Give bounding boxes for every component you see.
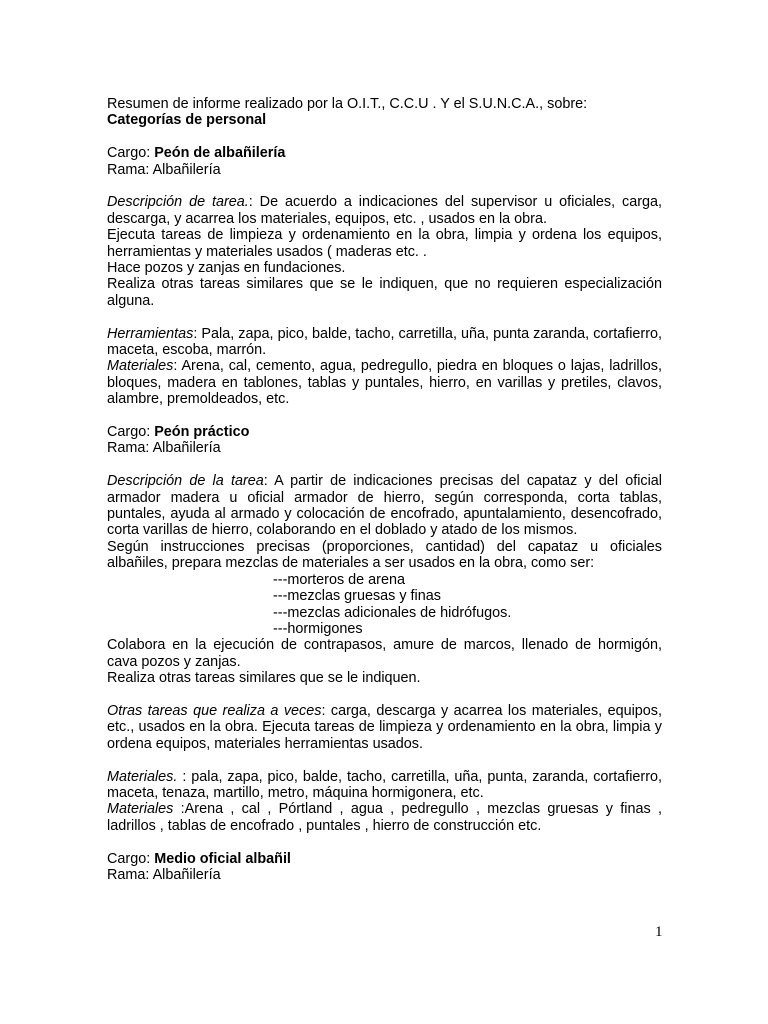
paragraph: Colabora en la ejecución de contrapasos, amure de marcos, llenado de hormigón, cava pozos y zanjas. — [107, 637, 662, 670]
rama-line: Rama: Albañilería — [107, 866, 221, 883]
document-body — [107, 96, 662, 883]
tools-paragraph: Herramientas: Pala, zapa, pico, balde, tacho, carretilla, uña, punta zaranda, cortafierro, maceta, escoba, marrón. — [107, 325, 662, 359]
description-paragraph: Descripción de tarea.: De acuerdo a indicaciones del supervisor u oficiales, carga, descarga, y acarrea los materiales, equipos, etc. , usados en la obra. — [107, 194, 663, 227]
list-item: ---mezclas adicionales de hidrófugos. — [273, 604, 512, 621]
list-item: ---hormigones — [273, 620, 363, 637]
cargo-value: Peón de albañilería — [154, 145, 286, 162]
list-item: ---mezclas gruesas y finas — [273, 588, 441, 605]
description-paragraph: Descripción de la tarea: A partir de indicaciones precisas del capataz y del oficial armador madera u oficial armador de hierro, según corresponda, corta tablas, puntales, ayuda al armado y colocación de encofrado, apuntalamiento, desencofrado, corta varillas de hierro, colaborando en el doblado y atado de los mismos. — [107, 473, 662, 539]
paragraph: Según instrucciones precisas (proporciones, cantidad) del capataz u oficiales albañiles, prepara mezclas de materiales a ser usados en la obra, como ser: — [107, 538, 662, 572]
rama-line: Rama: Albañilería — [107, 440, 221, 457]
other-tasks-paragraph: Otras tareas que realiza a veces: carga, descarga y acarrea los materiales, equipos, etc., usados en la obra. Ejecuta tareas de limpieza y ordenamiento en la obra, limpia y ordena equipos, materiales herramientas usados. — [107, 702, 662, 752]
cargo-heading: Cargo: Peón de albañilería — [107, 145, 286, 162]
materials-paragraph: Materiales :Arena , cal , Pórtland , agua , pedregullo , mezclas gruesas y finas , ladrillos , tablas de encofrado , puntales , hierro de construcción etc. — [107, 801, 662, 834]
cargo-heading: Cargo: Peón práctico — [107, 424, 250, 441]
cargo-value: Medio oficial albañil — [154, 850, 291, 867]
section-title: Categorías de personal — [107, 112, 267, 129]
paragraph: Hace pozos y zanjas en fundaciones. — [107, 260, 346, 277]
materials-paragraph: Materiales: Arena, cal, cemento, agua, pedregullo, piedra en bloques o lajas, ladrillos, bloques, madera en tablones, tablas y puntales, hierro, en varillas y pretiles, clavos, alambre, premoldeados, etc. — [107, 358, 662, 408]
paragraph: Realiza otras tareas similares que se le indiquen, que no requieren especialización alguna. — [107, 276, 662, 309]
page-number: 1 — [655, 924, 663, 940]
paragraph: Ejecuta tareas de limpieza y ordenamiento en la obra, limpia y ordena los equipos, herramientas y materiales usados ( maderas etc. . — [107, 227, 662, 260]
paragraph: Realiza otras tareas similares que se le indiquen. — [107, 670, 421, 687]
materials-paragraph: Materiales. : pala, zapa, pico, balde, tacho, carretilla, uña, punta, zaranda, cortafierro, maceta, tenaza, martillo, metro, máquina hormigonera, etc. — [107, 768, 662, 801]
cargo-value: Peón práctico — [154, 424, 250, 441]
intro-line: Resumen de informe realizado por la O.I.T., C.C.U . Y el S.U.N.C.A., sobre: — [107, 96, 588, 112]
list-item: ---morteros de arena — [273, 571, 405, 588]
rama-line: Rama: Albañilería — [107, 161, 221, 178]
cargo-heading: Cargo: Medio oficial albañil — [107, 850, 291, 867]
